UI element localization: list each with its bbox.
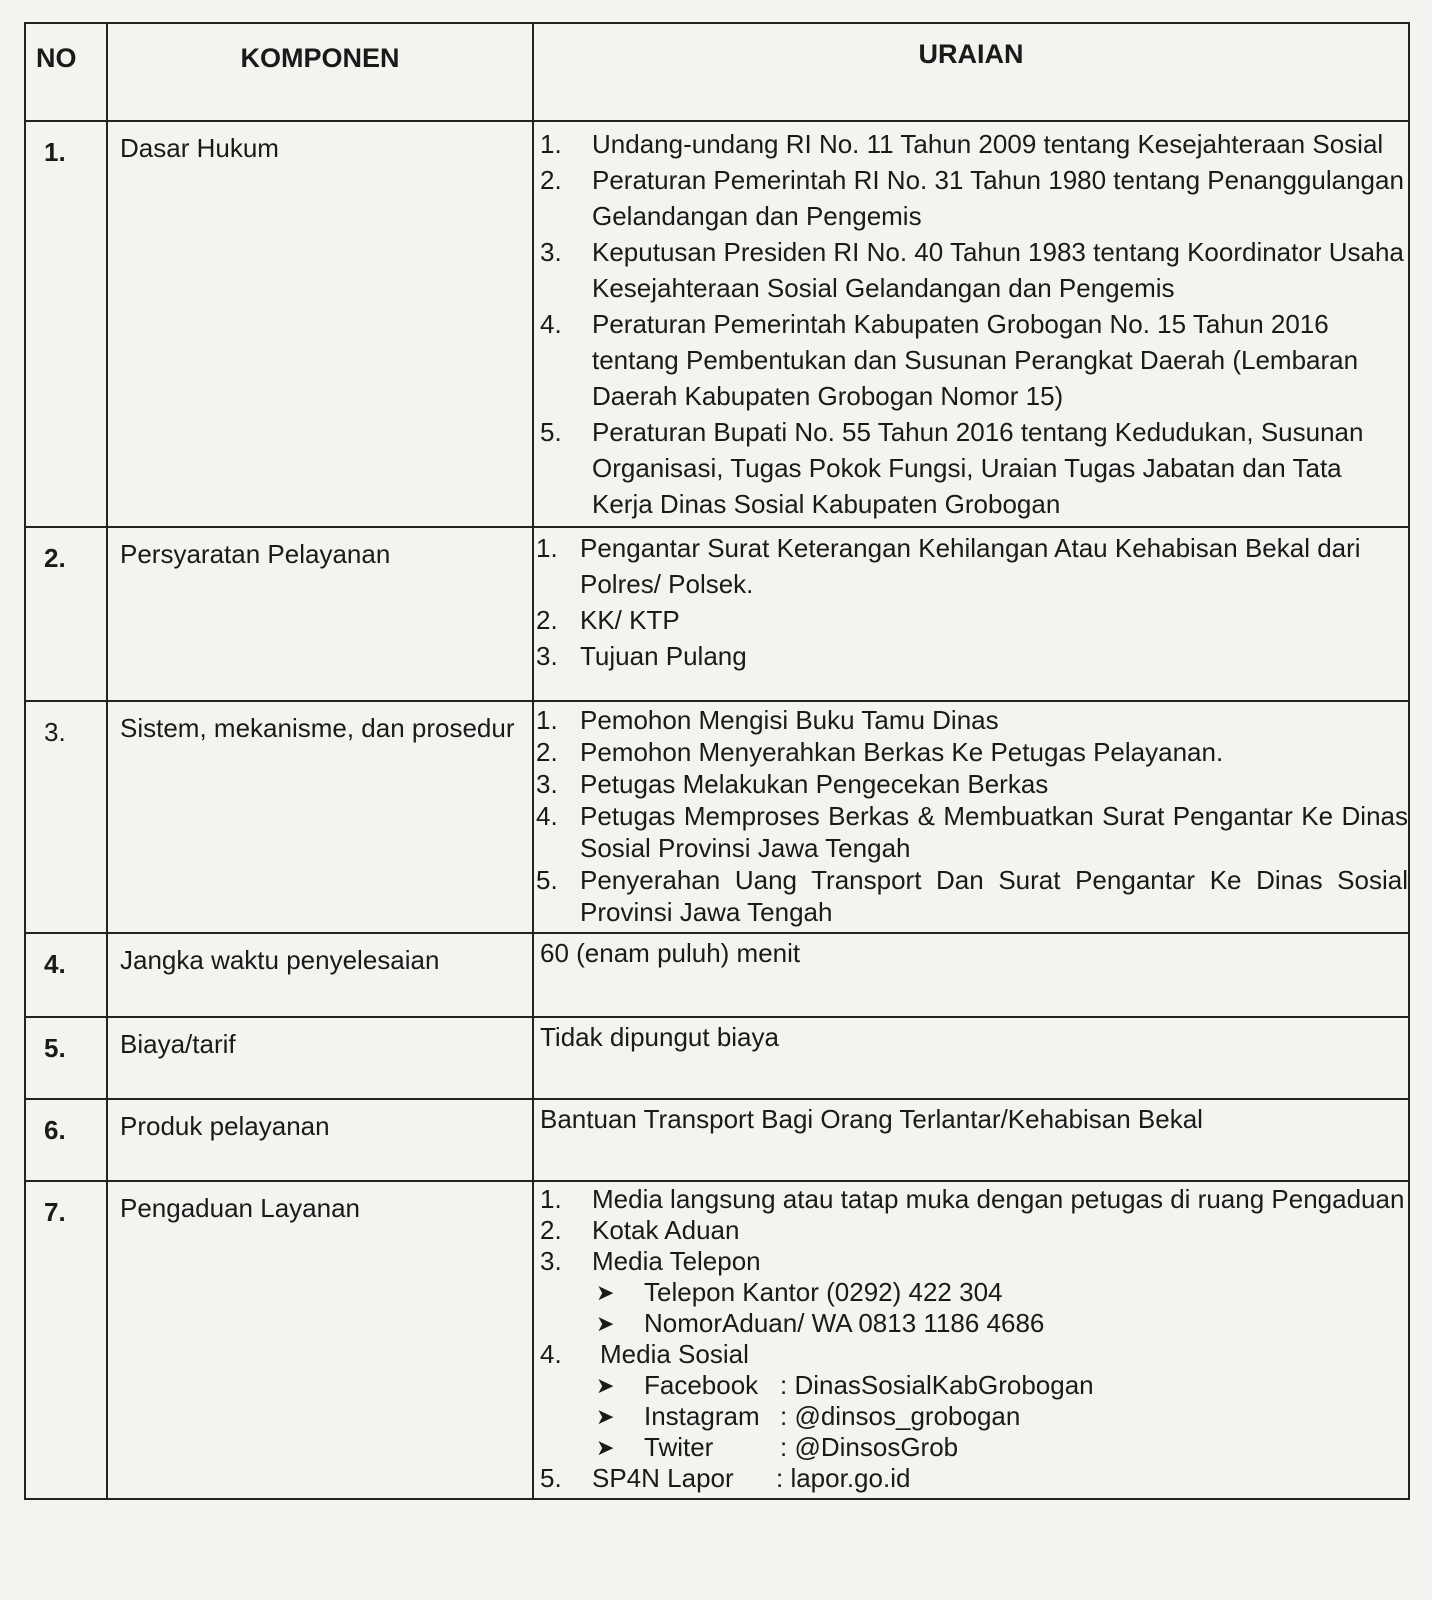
sub-list-item: ➤ Instagram : @dinsos_grobogan — [596, 1401, 1021, 1431]
arrowhead-bullet-icon: ➤ — [596, 1404, 615, 1429]
list-item: 1. Pengantar Surat Keterangan Kehilangan Atau Kehabisan Bekal dari Polres/ Polsek. — [536, 533, 1361, 599]
row-uraian: 60 (enam puluh) menit — [533, 933, 1409, 1017]
arrowhead-bullet-icon: ➤ — [596, 1280, 615, 1305]
list-item: 1. Undang-undang RI No. 11 Tahun 2009 tentang Kesejahteraan Sosial — [540, 129, 1384, 159]
list-prosedur — [536, 704, 1408, 928]
row-uraian — [533, 121, 1409, 527]
service-standard-table — [24, 22, 1410, 1500]
row-uraian — [533, 1181, 1409, 1499]
row-number: 1. — [25, 121, 107, 527]
row-komponen: Produk pelayanan — [107, 1099, 533, 1181]
table-row-produk — [25, 1099, 1409, 1181]
sub-list-item: ➤ Telepon Kantor (0292) 422 304 — [596, 1277, 1003, 1307]
list-item: 3. Petugas Melakukan Pengecekan Berkas — [536, 769, 1049, 799]
header-uraian: URAIAN — [533, 23, 1409, 121]
row-komponen: Sistem, mekanisme, dan prosedur — [107, 701, 533, 933]
sub-list-item: ➤ NomorAduan/ WA 0813 1186 4686 — [596, 1308, 1045, 1338]
list-item: 3. Tujuan Pulang — [536, 641, 747, 671]
sub-list-media-sosial — [592, 1370, 1408, 1463]
arrowhead-bullet-icon: ➤ — [596, 1435, 615, 1460]
sub-list-item: ➤ Facebook : DinasSosialKabGrobogan — [596, 1370, 1094, 1400]
list-pengaduan — [540, 1184, 1408, 1494]
list-item: 5. SP4N Lapor : lapor.go.id — [540, 1463, 911, 1493]
sub-list-telepon — [592, 1277, 1408, 1339]
table-row-biaya — [25, 1017, 1409, 1099]
row-number: 6. — [25, 1099, 107, 1181]
list-item: 1. Pemohon Mengisi Buku Tamu Dinas — [536, 705, 999, 735]
list-item: 3. Keputusan Presiden RI No. 40 Tahun 1983 tentang Koordinator Usaha Kesejahteraan Sosial Gelandangan dan Pengemis — [540, 237, 1404, 303]
list-item: 5. Penyerahan Uang Transport Dan Surat Pengantar Ke Dinas Sosial Provinsi Jawa Tengah — [536, 865, 1408, 927]
row-komponen: Dasar Hukum — [107, 121, 533, 527]
table-row-dasar-hukum — [25, 121, 1409, 527]
header-komponen: KOMPONEN — [107, 23, 533, 121]
list-item: 2. KK/ KTP — [536, 605, 680, 635]
arrowhead-bullet-icon: ➤ — [596, 1311, 615, 1336]
row-number: 4. — [25, 933, 107, 1017]
list-item: 4. Peraturan Pemerintah Kabupaten Grobogan No. 15 Tahun 2016 tentang Pembentukan dan Susunan Perangkat Daerah (Lembaran Daerah Kabupaten Grobogan Nomor 15) — [540, 309, 1359, 411]
list-item: 2. Pemohon Menyerahkan Berkas Ke Petugas Pelayanan. — [536, 737, 1224, 767]
table-row-persyaratan — [25, 527, 1409, 701]
table-row-prosedur — [25, 701, 1409, 933]
row-komponen: Persyaratan Pelayanan — [107, 527, 533, 701]
list-item: 4. Media Sosial ➤ Facebook : DinasSosialKabGrobogan ➤ Instagram : @dinsos_grobogan ➤ Twiter : @DinsosGrob — [540, 1339, 1408, 1463]
list-item: 2. Kotak Aduan — [540, 1215, 740, 1245]
row-uraian: Bantuan Transport Bagi Orang Terlantar/Kehabisan Bekal — [533, 1099, 1409, 1181]
row-number: 2. — [25, 527, 107, 701]
list-item: 5. Peraturan Bupati No. 55 Tahun 2016 tentang Kedudukan, Susunan Organisasi, Tugas Pokok Fungsi, Uraian Tugas Jabatan dan Tata Kerja Dinas Sosial Kabupaten Grobogan — [540, 417, 1364, 519]
table-row-pengaduan — [25, 1181, 1409, 1499]
row-uraian — [533, 701, 1409, 933]
row-uraian — [533, 527, 1409, 701]
header-no: NO — [25, 23, 107, 121]
sub-list-item: ➤ Twiter : @DinsosGrob — [596, 1432, 959, 1462]
list-item: 1. Media langsung atau tatap muka dengan petugas di ruang Pengaduan — [540, 1184, 1405, 1214]
row-number: 5. — [25, 1017, 107, 1099]
list-persyaratan — [536, 530, 1404, 674]
row-number: 3. — [25, 701, 107, 933]
row-komponen: Pengaduan Layanan — [107, 1181, 533, 1499]
list-item: 3. Media Telepon ➤ Telepon Kantor (0292) 422 304 ➤ NomorAduan/ WA 0813 1186 4686 — [540, 1246, 1408, 1339]
list-item: 2. Peraturan Pemerintah RI No. 31 Tahun 1980 tentang Penanggulangan Gelandangan dan Pengemis — [540, 165, 1404, 231]
table-header-row — [25, 23, 1409, 121]
row-uraian: Tidak dipungut biaya — [533, 1017, 1409, 1099]
list-item: 4. Petugas Memproses Berkas & Membuatkan Surat Pengantar Ke Dinas Sosial Provinsi Jawa Tengah — [536, 801, 1408, 863]
row-number: 7. — [25, 1181, 107, 1499]
arrowhead-bullet-icon: ➤ — [596, 1373, 615, 1398]
row-komponen: Jangka waktu penyelesaian — [107, 933, 533, 1017]
row-komponen: Biaya/tarif — [107, 1017, 533, 1099]
table-row-jangka-waktu — [25, 933, 1409, 1017]
list-dasar-hukum — [540, 126, 1404, 522]
